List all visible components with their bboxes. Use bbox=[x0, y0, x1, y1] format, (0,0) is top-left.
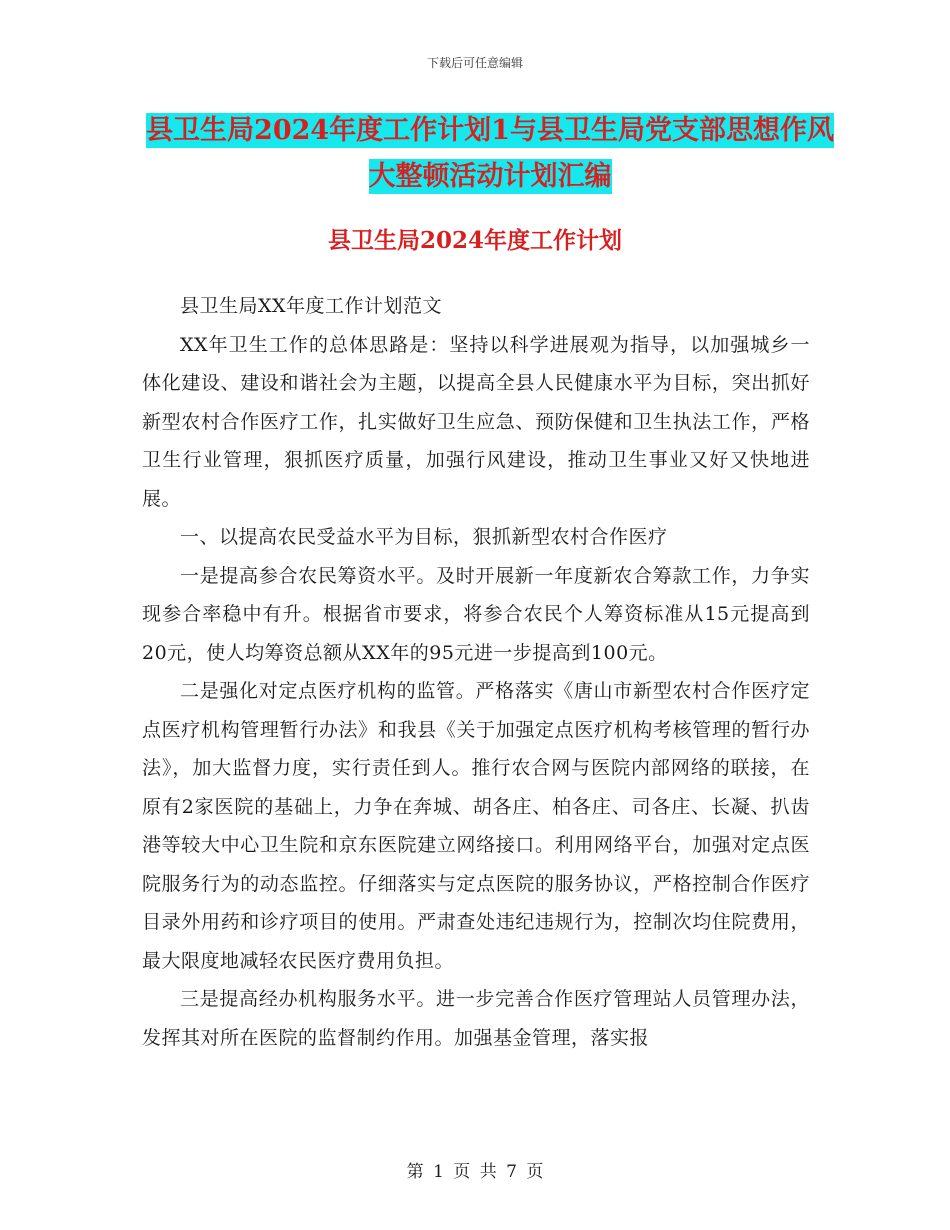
page-number-footer: 第 1 页 共 7 页 bbox=[406, 1162, 544, 1182]
document-body bbox=[142, 287, 810, 1057]
section-title: 县卫生局2024年度工作计划 bbox=[327, 227, 622, 254]
paragraph: 一是提高参合农民筹资水平。及时开展新一年度新农合筹款工作，力争实现参合率稳中有升。根据省市要求，将参合农民个人筹资标准从15元提高到20元，使人均筹资总额从XX年的95元进一步提高到100元。 bbox=[142, 564, 810, 664]
paragraph: 县卫生局XX年度工作计划范文 bbox=[180, 295, 443, 317]
paragraph: 三是提高经办机构服务水平。进一步完善合作医疗管理站人员管理办法，发挥其对所在医院的监督制约作用。加强基金管理，落实报 bbox=[142, 988, 810, 1049]
main-title bbox=[140, 108, 840, 200]
header-note: 下载后可任意编辑 bbox=[426, 56, 523, 70]
paragraph: 一、以提高农民受益水平为目标，狠抓新型农村合作医疗 bbox=[180, 526, 668, 548]
main-title-highlight: 县卫生局2024年度工作计划1与县卫生局党支部思想作风大整顿活动计划汇编 bbox=[146, 115, 834, 192]
paragraph: XX年卫生工作的总体思路是：坚持以科学进展观为指导，以加强城乡一体化建设、建设和谐社会为主题，以提高全县人民健康水平为目标，突出抓好新型农村合作医疗工作，扎实做好卫生应急、预防保健和卫生执法工作，严格卫生行业管理，狠抓医疗质量，加强行风建设，推动卫生事业又好又快地进展。 bbox=[142, 333, 810, 510]
paragraph: 二是强化对定点医疗机构的监管。严格落实《唐山市新型农村合作医疗定点医疗机构管理暂行办法》和我县《关于加强定点医疗机构考核管理的暂行办法》，加大监督力度，实行责任到人。推行农合网与医院内部网络的联接，在原有2家医院的基础上，力争在奔城、胡各庄、柏各庄、司各庄、长凝、扒齿港等较大中心卫生院和京东医院建立网络接口。利用网络平台，加强对定点医院服务行为的动态监控。仔细落实与定点医院的服务协议，严格控制合作医疗目录外用药和诊疗项目的使用。严肃查处违纪违规行为，控制次均住院费用，最大限度地减轻农民医疗费用负担。 bbox=[142, 680, 810, 972]
